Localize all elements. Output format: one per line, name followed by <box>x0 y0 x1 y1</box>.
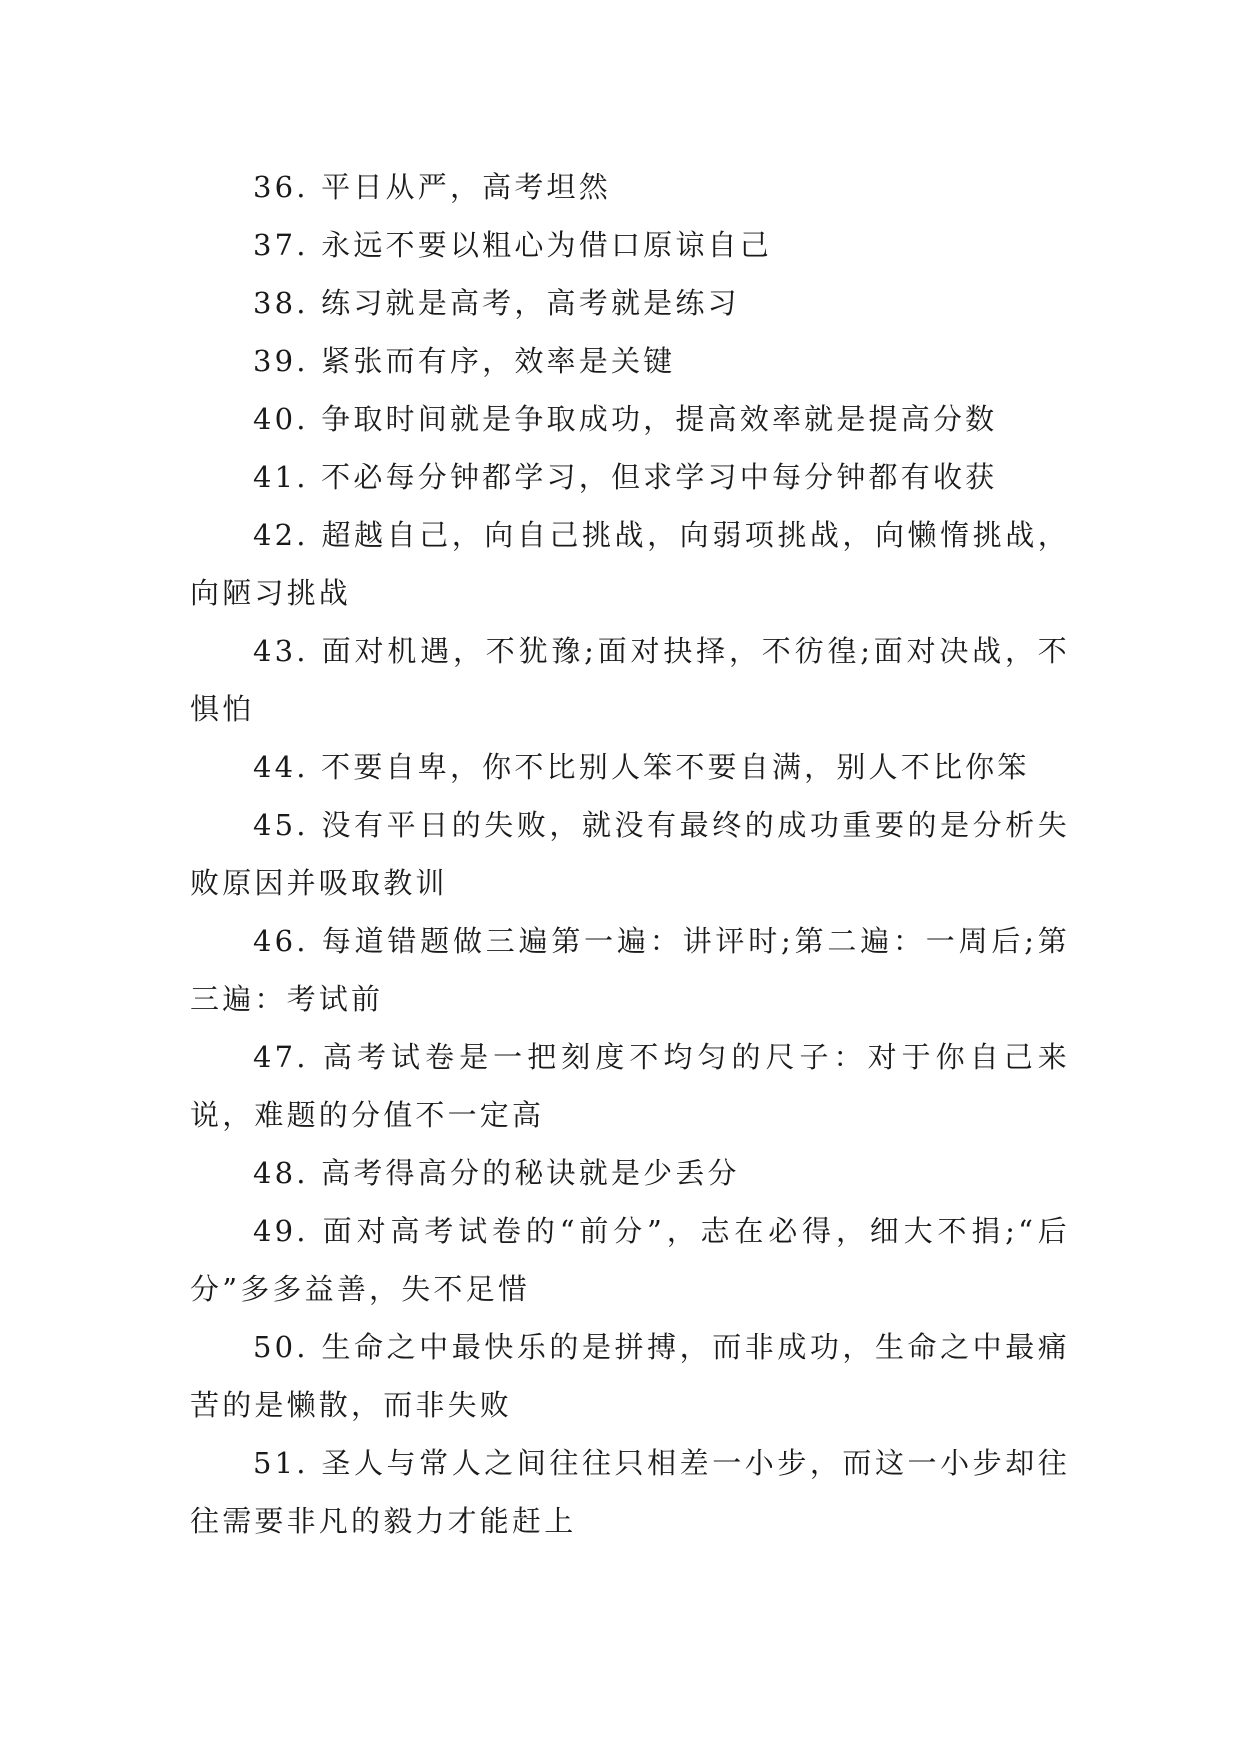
list-item: 43. 面对机遇，不犹豫;面对抉择，不彷徨;面对决战，不惧怕 <box>190 634 1070 726</box>
list-item: 51. 圣人与常人之间往往只相差一小步，而这一小步却往往需要非凡的毅力才能赶上 <box>190 1446 1070 1538</box>
list-item: 38. 练习就是高考，高考就是练习 <box>253 286 740 320</box>
list-item: 36. 平日从严，高考坦然 <box>253 170 611 204</box>
list-item: 49. 面对高考试卷的“前分”，志在必得，细大不捐;“后分”多多益善，失不足惜 <box>190 1214 1070 1306</box>
list-item: 48. 高考得高分的秘诀就是少丢分 <box>253 1156 740 1190</box>
list-item: 40. 争取时间就是争取成功，提高效率就是提高分数 <box>253 402 998 436</box>
list-item: 50. 生命之中最快乐的是拼搏，而非成功，生命之中最痛苦的是懒散，而非失败 <box>190 1330 1070 1422</box>
document-body <box>190 158 1070 1550</box>
list-item: 42. 超越自己，向自己挑战，向弱项挑战，向懒惰挑战，向陋习挑战 <box>190 518 1070 610</box>
list-item: 46. 每道错题做三遍第一遍：讲评时;第二遍：一周后;第三遍：考试前 <box>190 924 1070 1016</box>
list-item: 37. 永远不要以粗心为借口原谅自己 <box>253 228 772 262</box>
list-item: 45. 没有平日的失败，就没有最终的成功重要的是分析失败原因并吸取教训 <box>190 808 1070 900</box>
list-item: 47. 高考试卷是一把刻度不均匀的尺子：对于你自己来说，难题的分值不一定高 <box>190 1040 1070 1132</box>
list-item: 44. 不要自卑，你不比别人笨不要自满，别人不比你笨 <box>253 750 1030 784</box>
list-item: 41. 不必每分钟都学习，但求学习中每分钟都有收获 <box>253 460 998 494</box>
list-item: 39. 紧张而有序，效率是关键 <box>253 344 676 378</box>
